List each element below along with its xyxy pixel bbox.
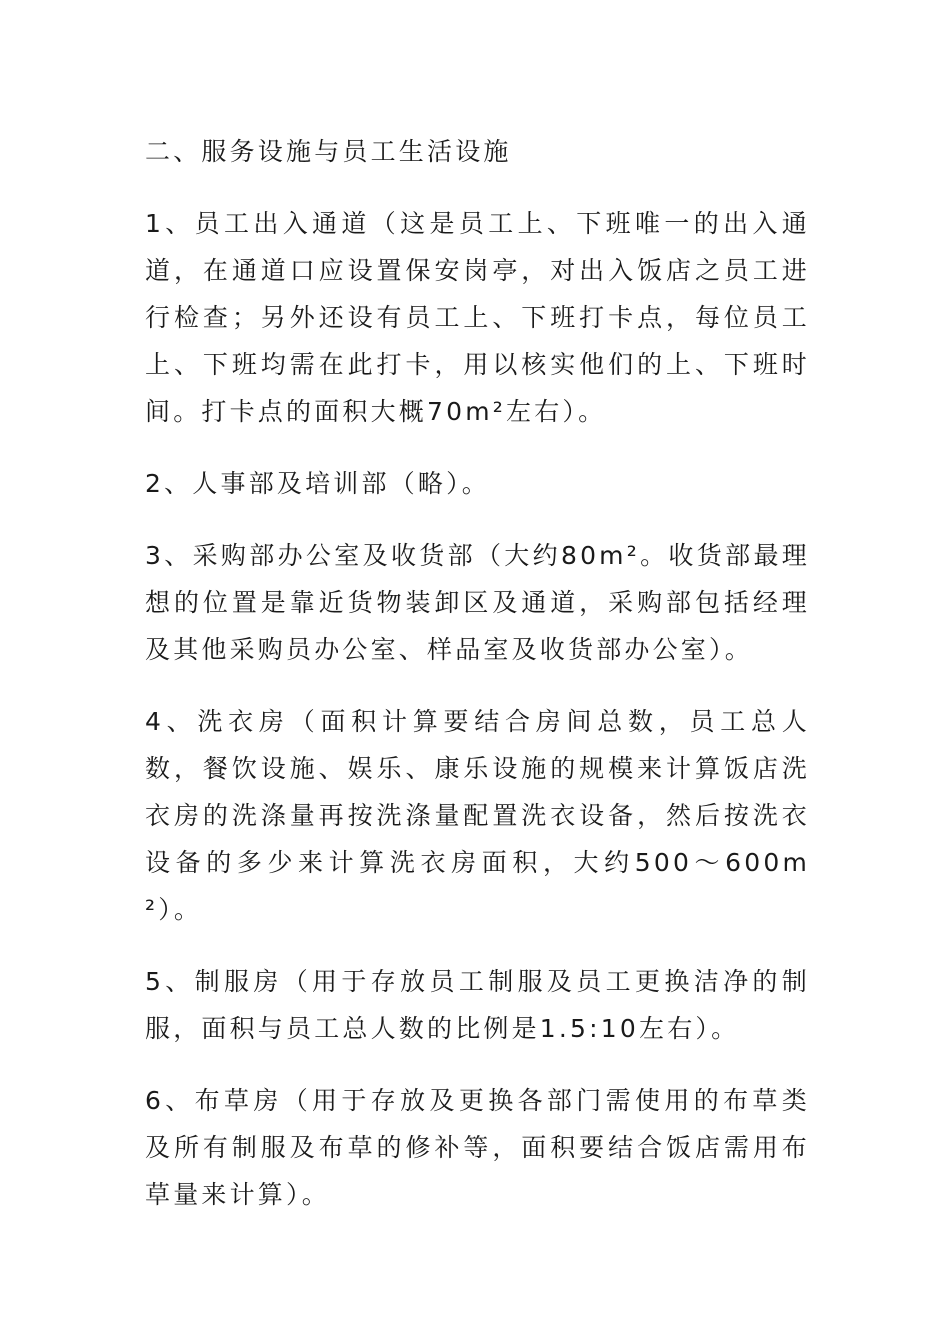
- paragraph-uniform-room: 5、制服房（用于存放员工制服及员工更换洁净的制服，面积与员工总人数的比例是1.5:10左右）。: [145, 967, 810, 1043]
- section-heading: 二、服务设施与员工生活设施: [145, 137, 512, 166]
- paragraph-staff-entrance: 1、员工出入通道（这是员工上、下班唯一的出入通道，在通道口应设置保安岗亭，对出入饭店之员工进行检查；另外还设有员工上、下班打卡点，每位员工上、下班均需在此打卡，用以核实他们的上、下班时间。打卡点的面积大概70m²左右）。: [145, 209, 810, 426]
- paragraph-hr-training: 2、人事部及培训部（略）。: [145, 469, 491, 498]
- paragraph-purchasing-receiving: 3、采购部办公室及收货部（大约80m²。收货部最理想的位置是靠近货物装卸区及通道，采购部包括经理及其他采购员办公室、样品室及收货部办公室）。: [145, 541, 810, 664]
- paragraph-laundry: 4、洗衣房（面积计算要结合房间总数，员工总人数，餐饮设施、娱乐、康乐设施的规模来计算饭店洗衣房的洗涤量再按洗涤量配置洗衣设备，然后按洗衣设备的多少来计算洗衣房面积，大约500～600m²）。: [145, 707, 810, 924]
- paragraph-linen-room: 6、布草房（用于存放及更换各部门需使用的布草类及所有制服及布草的修补等，面积要结合饭店需用布草量来计算）。: [145, 1086, 810, 1209]
- document-body: [145, 128, 810, 1243]
